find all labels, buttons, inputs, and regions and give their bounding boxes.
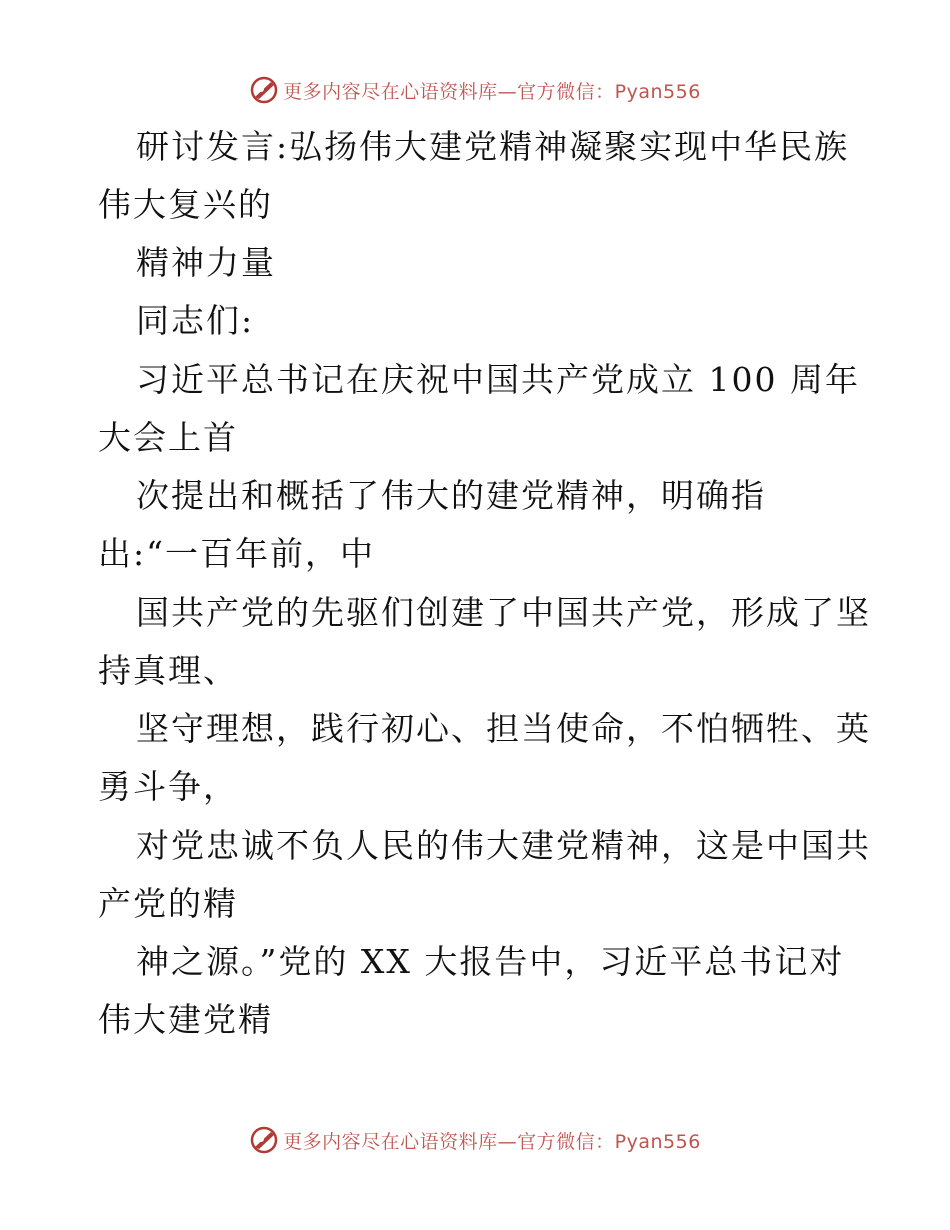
paragraph-line: 伟大建党精 <box>98 1000 273 1039</box>
paragraph-line: 神之源。”党的 XX 大报告中，习近平总书记对 <box>136 942 845 981</box>
paragraph-line: 国共产党的先驱们创建了中国共产党，形成了坚 <box>136 593 871 632</box>
title-line: 研讨发言:弘扬伟大建党精神凝聚实现中华民族 <box>136 127 850 166</box>
paragraph-line: 勇斗争， <box>98 767 238 806</box>
paragraph-line: 对党忠诚不负人民的伟大建党精神，这是中国共 <box>136 826 871 865</box>
paragraph-line: 持真理、 <box>98 651 238 690</box>
paragraph-line: 产党的精 <box>98 884 238 923</box>
paragraph-line: 出:“一百年前，中 <box>98 534 375 573</box>
banner-text: 更多内容尽在心语资料库—官方微信：Pyan556 <box>283 80 701 103</box>
brand-logo-icon <box>249 75 279 105</box>
paragraph-line: 次提出和概括了伟大的建党精神，明确指 <box>136 476 766 515</box>
paragraph-line: 习近平总书记在庆祝中国共产党成立 100 周年 <box>136 360 860 399</box>
footer-watermark-banner <box>0 1120 950 1160</box>
banner-text: 更多内容尽在心语资料库—官方微信：Pyan556 <box>283 1130 701 1153</box>
title-line: 精神力量 <box>136 243 276 282</box>
header-watermark-banner <box>0 70 950 110</box>
title-line: 伟大复兴的 <box>98 185 273 224</box>
paragraph-line: 坚守理想，践行初心、担当使命，不怕牺牲、英 <box>136 709 871 748</box>
paragraph-line: 大会上首 <box>98 418 238 457</box>
salutation: 同志们: <box>136 301 255 340</box>
brand-logo-icon <box>249 1125 279 1155</box>
